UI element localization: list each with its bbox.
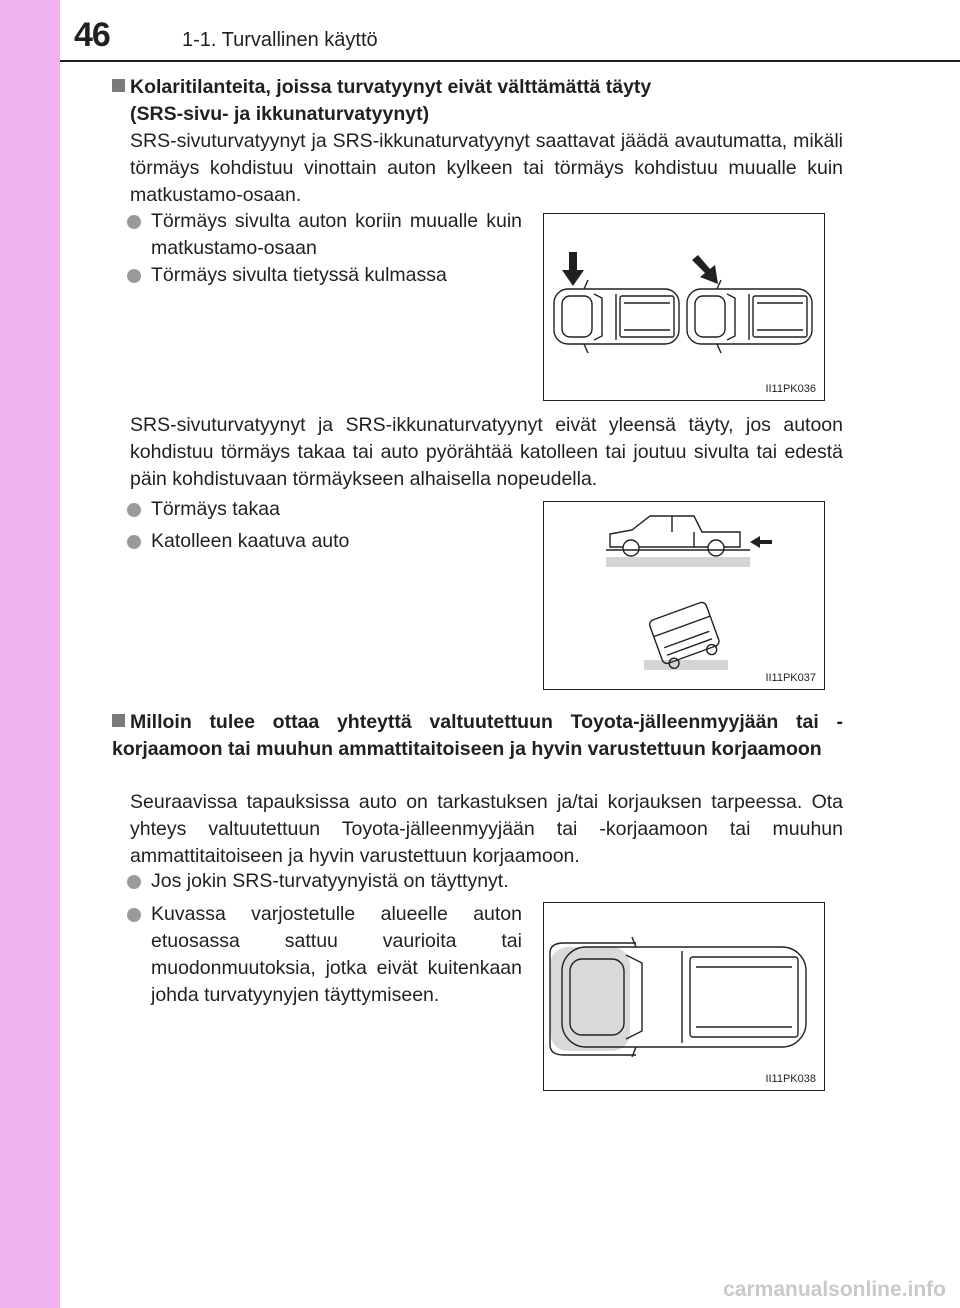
figure-side-impact	[543, 213, 825, 401]
bullet-item	[130, 528, 522, 555]
figure-code: II11PK037	[765, 672, 816, 684]
figure-code: II11PK038	[765, 1073, 816, 1085]
side-impact-illustration	[544, 214, 826, 402]
bullet-text: Törmäys sivulta tietyssä kulmassa	[151, 264, 447, 286]
section1-paragraph2: SRS-sivuturvatyynyt ja SRS-ikkunaturvatyynyt eivät yleensä täyty, jos autoon kohdistuu törmäys takaa tai auto pyörähtää katolleen tai joutuu sivulta tai edestä päin kohdistuvaan törmäykseen alhaisella nopeudella.	[130, 414, 843, 490]
bullet-text: Törmäys sivulta auton koriin muualle kuin matkustamo-osaan	[151, 210, 522, 259]
bullet-item	[130, 208, 522, 262]
section1-heading	[112, 74, 843, 128]
page-number: 46	[74, 16, 110, 54]
bullet-dot-icon	[127, 875, 141, 889]
bullet-dot-icon	[127, 215, 141, 229]
bullet-dot-icon	[127, 269, 141, 283]
header-rule	[60, 60, 960, 62]
figure-rear-rollover	[543, 501, 825, 690]
square-bullet-icon	[112, 714, 125, 727]
bullet-text: Kuvassa varjostetulle alueelle auton etuosassa sattuu vaurioita tai muodonmuutoksia, jotka eivät kuitenkaan johda turvatyynyjen täyttymiseen.	[151, 903, 522, 1006]
watermark: carmanualsonline.info	[723, 1278, 946, 1301]
bullet-dot-icon	[127, 535, 141, 549]
bullet-item	[130, 868, 843, 895]
section2-heading-text: Milloin tulee ottaa yhteyttä valtuutettuun Toyota-jälleenmyyjään tai -korjaamoon tai muuhun ammattitaitoiseen ja hyvin varustettuun korjaamoon	[112, 711, 843, 760]
bullet-text: Törmäys takaa	[151, 498, 280, 520]
section2-paragraph: Seuraavissa tapauksissa auto on tarkastuksen ja/tai korjauksen tarpeessa. Ota yhteys valtuutettuun Toyota-jälleenmyyjään tai -korjaamoon tai muuhun ammattitaitoiseen ja hyvin varustettuun korjaamoon.	[130, 791, 843, 867]
figure-code: II11PK036	[765, 383, 816, 395]
figure-front-damage-area	[543, 902, 825, 1091]
section1-heading-line2: (SRS-sivu- ja ikkunaturvatyynyt)	[130, 103, 430, 125]
square-bullet-icon	[112, 79, 125, 92]
bullet-item	[130, 262, 522, 289]
bullet-text: Katolleen kaatuva auto	[151, 530, 350, 552]
bullet-text: Jos jokin SRS-turvatyynyistä on täyttynyt.	[151, 870, 509, 892]
section-title: 1-1. Turvallinen käyttö	[182, 29, 378, 51]
bullet-dot-icon	[127, 908, 141, 922]
section1-paragraph1: SRS-sivuturvatyynyt ja SRS-ikkunaturvatyynyt saattavat jäädä avautumatta, mikäli törmäys kohdistuu vinottain auton kylkeen tai törmäys kohdistuu muualle kuin matkustamo-osaan.	[130, 130, 843, 206]
bullet-dot-icon	[127, 503, 141, 517]
page-header	[0, 0, 960, 60]
section2-heading	[112, 709, 843, 763]
bullet-item	[130, 496, 522, 523]
section1-heading-line1: Kolaritilanteita, joissa turvatyynyt eivät välttämättä täyty	[130, 76, 652, 98]
front-damage-illustration	[544, 903, 826, 1092]
rear-rollover-illustration	[544, 502, 826, 691]
bullet-item	[130, 901, 522, 1009]
page-sidebar-tab	[0, 0, 60, 1308]
